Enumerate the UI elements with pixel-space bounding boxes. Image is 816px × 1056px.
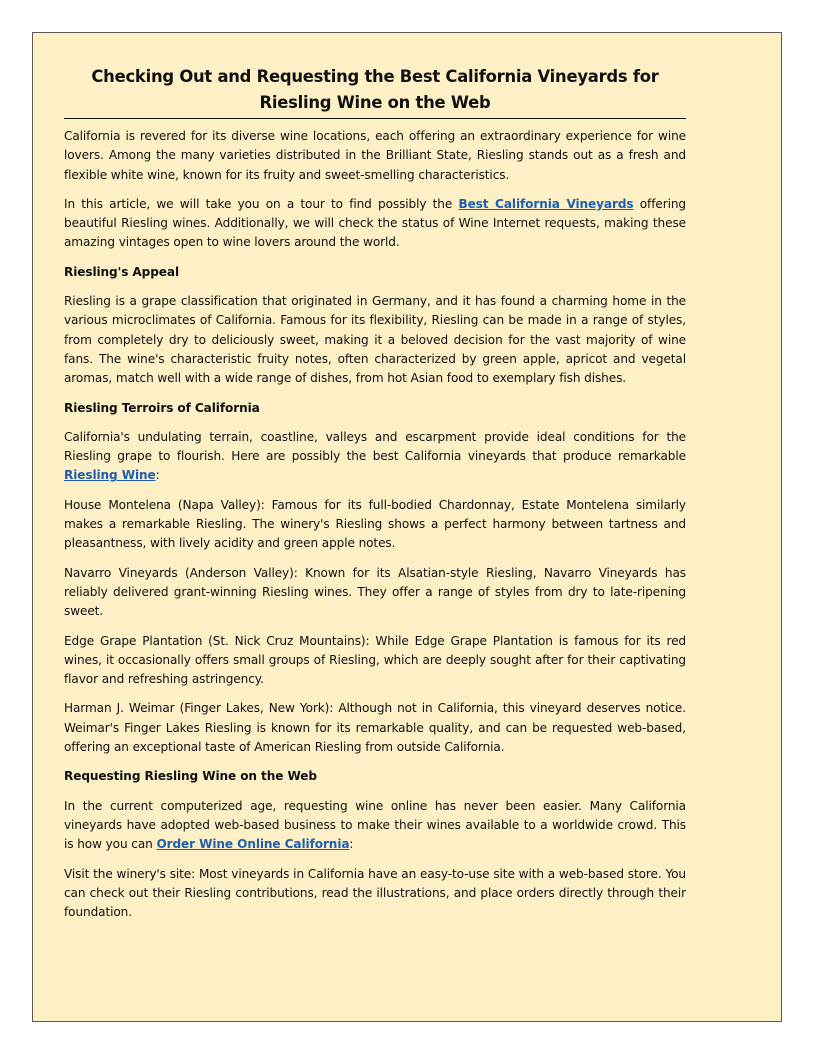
- vineyard-paragraph-edge: Edge Grape Plantation (St. Nick Cruz Mountains): While Edge Grape Plantation is famous for its red wines, it occasionally offers small groups of Riesling, which are deeply sought after for their captivating flavor and refreshing astringency.: [64, 633, 686, 687]
- best-california-vineyards-link[interactable]: Best California Vineyards: [458, 196, 634, 211]
- article-text-before: In this article, we will take you on a tour to find possibly the: [64, 196, 459, 211]
- terroirs-text-after: :: [155, 468, 160, 483]
- order-wine-online-california-link[interactable]: Order Wine Online California: [156, 837, 350, 852]
- requesting-text-after: :: [349, 837, 354, 852]
- appeal-paragraph: Riesling is a grape classification that originated in Germany, and it has found a charming home in the various microclimates of California. Famous for its flexibility, Riesling can be made in a range of styles, from completely dry to deliciously sweet, making it a beloved decision for the vast majority of wine fans. The wine's characteristic fruity notes, often characterized by green apple, apricot and vegetal aromas, match well with a wide range of dishes, from hot Asian food to exemplary fish dishes.: [64, 294, 686, 386]
- visit-winery-paragraph: Visit the winery's site: Most vineyards in California have an easy-to-use site with a web-based store. You can check out their Riesling contributions, read the illustrations, and place orders directly through their foundation.: [64, 866, 686, 920]
- riesling-wine-link[interactable]: Riesling Wine: [64, 468, 156, 483]
- requesting-text-before: In the current computerized age, requesting wine online has never been easier. Many California vineyards have adopted web-based business to make their wines available to a worldwide crowd. This is how you can: [64, 798, 686, 852]
- terroirs-intro-paragraph: [64, 428, 686, 486]
- vineyard-paragraph-montelena: House Montelena (Napa Valley): Famous for its full-bodied Chardonnay, Estate Montelena similarly makes a remarkable Riesling. The winery's Riesling shows a perfect harmony between tartness and pleasantness, with lively acidity and green apple notes.: [64, 497, 686, 551]
- section-heading-terroirs: Riesling Terroirs of California: [64, 400, 260, 415]
- article-text-after: offering beautiful Riesling wines. Additionally, we will check the status of Wine Internet requests, making these amazing vintages open to wine lovers around the world.: [64, 196, 686, 250]
- intro-paragraph: California is revered for its diverse wine locations, each offering an extraordinary experience for wine lovers. Among the many varieties distributed in the Brilliant State, Riesling stands out as a fresh and flexible white wine, known for its fruity and sweet-smelling characteristics.: [64, 129, 686, 182]
- vineyard-paragraph-navarro: Navarro Vineyards (Anderson Valley): Known for its Alsatian-style Riesling, Navarro Vineyards has reliably delivered grant-winning Riesling wines. They offer a range of styles from dry to late-ripening sweet.: [64, 565, 686, 619]
- vineyard-paragraph-weimar: Harman J. Weimar (Finger Lakes, New York): Although not in California, this vineyard deserves notice. Weimar's Finger Lakes Riesling is known for its remarkable quality, and can be requested web-based, offering an exceptional taste of American Riesling from outside California.: [64, 701, 686, 755]
- document-title: Checking Out and Requesting the Best California Vineyards for Riesling Wine on the Web: [64, 64, 686, 119]
- document-body: [64, 64, 686, 922]
- terroirs-text-before: California's undulating terrain, coastline, valleys and escarpment provide ideal conditions for the Riesling grape to flourish. Here are possibly the best California vineyards that produce remarkable: [64, 429, 686, 464]
- article-paragraph: [64, 195, 686, 253]
- requesting-intro-paragraph: [64, 797, 686, 855]
- section-heading-requesting: Requesting Riesling Wine on the Web: [64, 769, 317, 784]
- section-heading-appeal: Riesling's Appeal: [64, 264, 180, 279]
